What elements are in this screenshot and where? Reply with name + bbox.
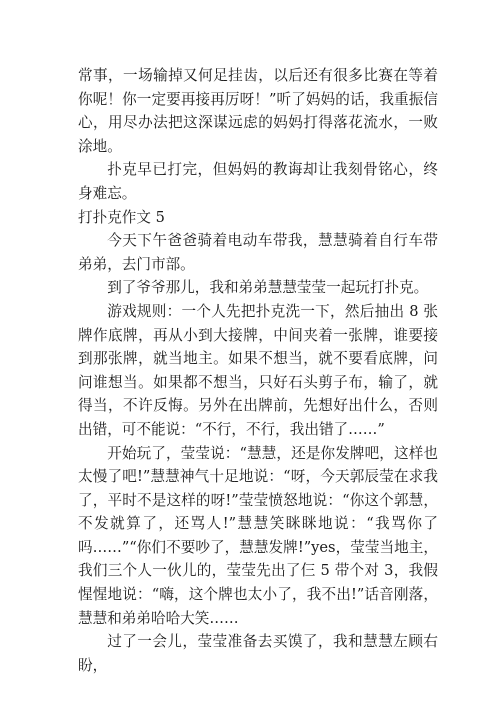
- paragraph: 扑克早已打完，但妈妈的教诲却让我刻骨铭心，终身难忘。: [78, 161, 438, 202]
- paragraph: 今天下午爸爸骑着电动车带我，慧慧骑着自行车带弟弟，去门市部。: [78, 232, 438, 273]
- essay-title: 打扑克作文 5: [78, 208, 165, 226]
- paragraph: 到了爷爷那儿，我和弟弟慧慧莹莹一起玩打扑克。: [107, 279, 429, 297]
- paragraph-game-rules: 游戏规则：一个人先把扑克洗一下，然后抽出 8 张牌作底牌，再从小到大接牌，中间夹着一张牌，谁要接到那张牌，就当地主。如果不想当，就不要看底牌，问问谁想当。如果都不想当，只好石头剪子布，输了，就得当，不许反悔。另外在出牌前，先想好出什么，否则出错，可不能说：“不行，不行，我出错了……”: [78, 302, 438, 438]
- essay-body: [78, 64, 438, 677]
- paragraph-continuation: 常事，一场输掉又何足挂齿，以后还有很多比赛在等着你呢！你一定要再接再厉呀！”听了妈妈的话，我重振信心，用尽办法把这深谋远虑的妈妈打得落花流水，一败涂地。: [78, 67, 438, 155]
- paragraph: 开始玩了，莹莹说：“慧慧，还是你发牌吧，这样也太慢了吧!”慧慧神气十足地说：“呀，今天郭辰莹在求我了，平时不是这样的呀!”莹莹愤怒地说：“你这个郭慧，不发就算了，还骂人!”慧慧笑眯眯地说：“我骂你了吗……”“你们不要吵了，慧慧发牌!”yes，莹莹当地主，我们三个人一伙儿的，莹莹先出了仨 5 带个对 3，我假惺惺地说：“嗨，这个牌也太小了，我不出!”话音刚落，慧慧和弟弟哈哈大笑……: [78, 444, 438, 627]
- paragraph: 过了一会儿，莹莹准备去买馍了，我和慧慧左顾右盼，: [78, 633, 438, 674]
